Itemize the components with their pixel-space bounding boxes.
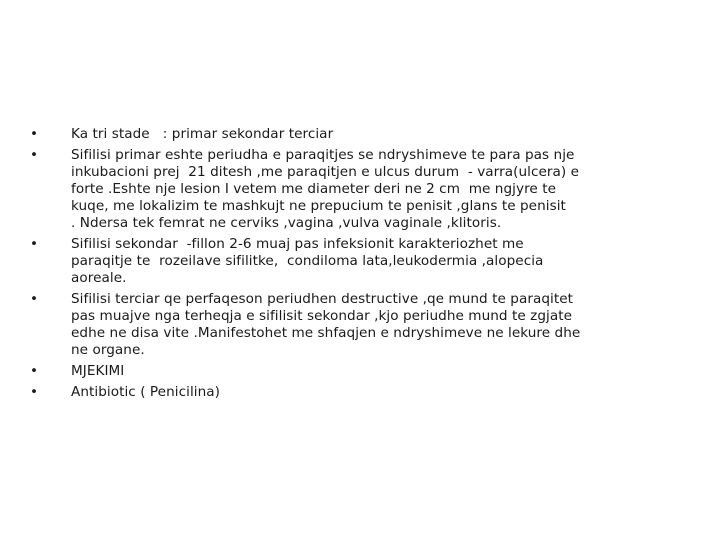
text-line: Sifilisi terciar qe perfaqeson periudhen destructive ,qe mund te paraqitet [71, 291, 574, 307]
text-line: edhe ne disa vite .Manifestohet me shfaqjen e ndryshimeve ne lekure dhe [71, 325, 581, 341]
text-line: Antibiotic ( Penicilina) [71, 384, 220, 400]
bullet-icon: • [30, 147, 39, 163]
text-line: ne organe. [71, 342, 145, 358]
bullet-item-tertiary-syphilis [30, 291, 680, 359]
bullet-text [71, 126, 680, 143]
text-line: paraqitje te rozeilave sifilitke, condiloma lata,leukodermia ,alopecia [71, 253, 544, 269]
bullet-text [71, 236, 680, 287]
text-line: Sifilisi sekondar -fillon 2-6 muaj pas infeksionit karakteriozhet me [71, 236, 524, 252]
bullet-text [71, 291, 680, 359]
bullet-list [30, 126, 680, 405]
bullet-icon: • [30, 236, 39, 252]
bullet-text [71, 363, 680, 380]
text-line: pas muajve nga terheqja e sifilisit sekondar ,kjo periudhe mund te zgjate [71, 308, 572, 324]
text-line: Sifilisi primar eshte periudha e paraqitjes se ndryshimeve te para pas nje [71, 147, 575, 163]
text-line: forte .Eshte nje lesion I vetem me diameter deri ne 2 cm me ngjyre te [71, 181, 556, 197]
bullet-item-secondary-syphilis [30, 236, 680, 287]
bullet-item-treatment [30, 363, 680, 380]
text-line: inkubacioni prej 21 ditesh ,me paraqitjen e ulcus durum - varra(ulcera) e [71, 164, 580, 180]
text-line: aoreale. [71, 270, 127, 286]
bullet-item-primary-syphilis [30, 147, 680, 232]
bullet-icon: • [30, 384, 39, 400]
text-line: kuqe, me lokalizim te mashkujt ne prepucium te penisit ,glans te penisit [71, 198, 566, 214]
bullet-item-antibiotic [30, 384, 680, 401]
text-line: MJEKIMI [71, 363, 125, 379]
bullet-text [71, 384, 680, 401]
text-line: Ka tri stade : primar sekondar terciar [71, 126, 334, 142]
text-line: . Ndersa tek femrat ne cerviks ,vagina ,vulva vaginale ,klitoris. [71, 215, 502, 231]
bullet-icon: • [30, 363, 39, 379]
bullet-icon: • [30, 126, 39, 142]
bullet-icon: • [30, 291, 39, 307]
bullet-text [71, 147, 680, 232]
bullet-item-stages [30, 126, 680, 143]
